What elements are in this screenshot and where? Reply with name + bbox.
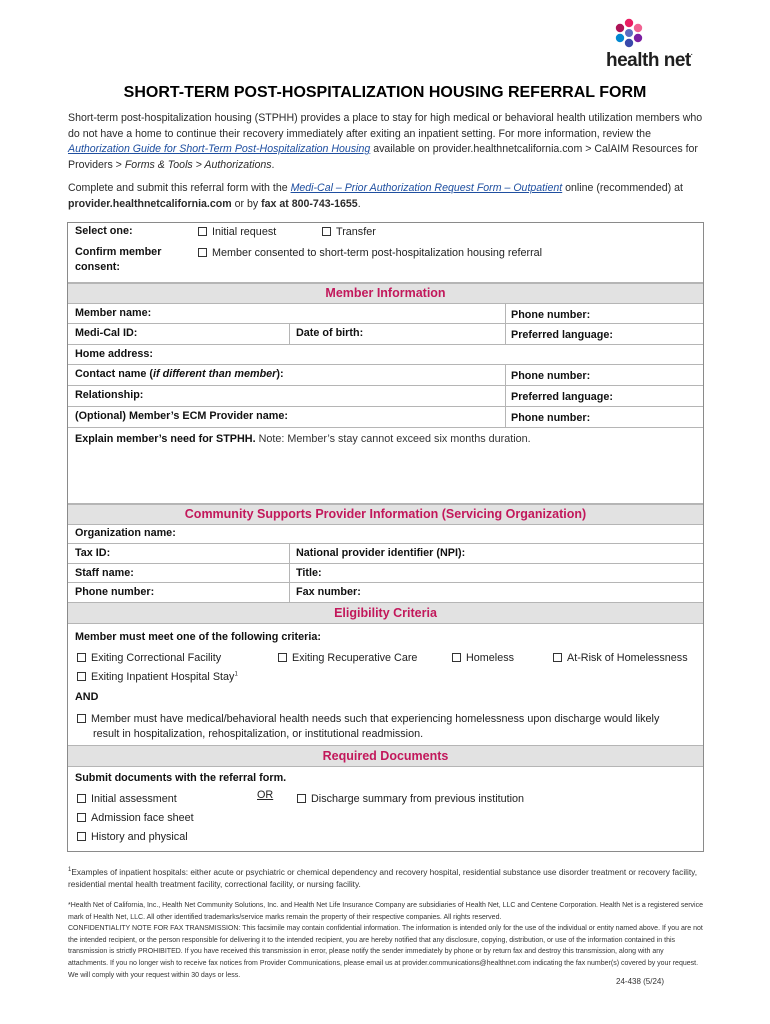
prior-authorization-form-link[interactable]: Medi-Cal – Prior Authorization Request Form – Outpatient <box>290 182 563 194</box>
checkbox-icon[interactable] <box>553 653 562 662</box>
checkbox-icon[interactable] <box>77 813 86 822</box>
legal-trademark: *Health Net of California, Inc., Health Net Community Solutions, Inc. and Health Net Life Insurance Company are subsidiaries of Health Net, LLC and Centene Corporation. Health Net is a registered service mark of Health Net, LLC. All other identified trademarks/service marks remain the property of their respective companies. All rights reserved. <box>68 902 703 921</box>
checkbox-icon[interactable] <box>77 714 86 723</box>
title-label: Title: <box>296 567 322 579</box>
transfer-checkbox[interactable]: Transfer <box>322 226 376 238</box>
eligibility-body <box>68 624 703 747</box>
contact-row <box>68 365 703 386</box>
health-net-logo-mark-icon <box>614 18 644 48</box>
document-number: 24-438 (5/24) <box>616 977 665 986</box>
explain-row[interactable] <box>68 428 703 504</box>
ecm-provider-label: (Optional) Member’s ECM Provider name: <box>75 410 288 422</box>
medi-cal-row <box>68 324 703 345</box>
or-label: OR <box>257 789 274 801</box>
divider <box>505 386 506 406</box>
checkbox-icon[interactable] <box>77 672 86 681</box>
home-address-label: Home address: <box>75 348 154 360</box>
divider <box>289 544 290 563</box>
consent-checkbox[interactable]: Member consented to short-term post-hospitalization housing referral <box>198 247 542 259</box>
organization-name-label: Organization name: <box>75 527 176 539</box>
divider <box>289 324 290 344</box>
divider <box>289 564 290 582</box>
discharge-summary-checkbox[interactable]: Discharge summary from previous institution <box>297 793 524 805</box>
staff-row <box>68 564 703 583</box>
checkbox-icon[interactable] <box>198 248 207 257</box>
preferred-language-label: Preferred language: <box>511 329 614 341</box>
staff-name-label: Staff name: <box>75 567 134 579</box>
submit-instructions: Complete and submit this referral form with the Medi-Cal – Prior Authorization Request Form – Outpatient online (recommended) at provider.healthnetcalifornia.com or by fax at 800-743-1655. <box>68 182 683 210</box>
referral-form-table <box>67 222 704 852</box>
npi-label: National provider identifier (NPI): <box>296 547 466 559</box>
contact-language-label: Preferred language: <box>511 391 614 403</box>
tax-row <box>68 544 703 564</box>
medical-needs-checkbox[interactable]: Member must have medical/behavioral health needs such that experiencing homelessness upon discharge would likely result in hospitalization, rehospitalization, or institutional readmission. <box>77 712 697 742</box>
consent-label: Confirm member consent: <box>75 246 162 273</box>
provider-phone-row <box>68 583 703 602</box>
divider <box>505 407 506 427</box>
ecm-row <box>68 407 703 428</box>
admission-face-sheet-checkbox[interactable]: Admission face sheet <box>77 812 194 824</box>
required-documents-header: Required Documents <box>68 745 703 767</box>
member-information-header: Member Information <box>68 283 703 304</box>
recuperative-care-checkbox[interactable]: Exiting Recuperative Care <box>278 652 417 664</box>
fax-number-label: Fax number: <box>296 586 361 598</box>
footnote: $^1$Examples of inpatient hospitals: either acute or psychiatric or chemical dependency and recovery hospital, residential substance use disorder treatment or recovery facility, residential mental health treatment facility, correctional facility, or nursing facility. <box>68 866 697 890</box>
legal-notice <box>68 900 704 981</box>
inpatient-hospital-checkbox[interactable]: Exiting Inpatient Hospital Stay$^1$ <box>77 671 238 683</box>
divider <box>505 365 506 385</box>
checkbox-icon[interactable] <box>77 794 86 803</box>
provider-phone-label: Phone number: <box>75 586 155 598</box>
dob-label: Date of birth: <box>296 327 364 339</box>
member-name-label: Member name: <box>75 307 152 319</box>
ecm-phone-label: Phone number: <box>511 412 591 424</box>
page-title: SHORT-TERM POST-HOSPITALIZATION HOUSING REFERRAL FORM <box>123 84 647 101</box>
provider-information-header: Community Supports Provider Information (Servicing Organization) <box>68 504 703 525</box>
checkbox-icon[interactable] <box>322 227 331 236</box>
history-physical-checkbox[interactable]: History and physical <box>77 831 188 843</box>
select-label: Select one: <box>75 225 133 237</box>
medi-cal-id-label: Medi-Cal ID: <box>75 327 138 339</box>
documents-lead: Submit documents with the referral form. <box>75 772 287 784</box>
documents-body <box>68 767 703 851</box>
health-net-logo <box>606 18 710 74</box>
divider <box>289 583 290 602</box>
checkbox-icon[interactable] <box>198 227 207 236</box>
authorization-guide-link[interactable]: Authorization Guide for Short-Term Post-Hospitalization Housing <box>68 143 371 155</box>
homeless-checkbox[interactable]: Homeless <box>452 652 514 664</box>
divider <box>505 324 506 344</box>
org-name-row <box>68 525 703 544</box>
contact-name-label: Contact name (if different than member): <box>75 368 284 380</box>
checkbox-icon[interactable] <box>77 653 86 662</box>
member-name-row <box>68 304 703 324</box>
intro-paragraph: Short-term post-hospitalization housing (STPHH) provides a place to stay for high medical or behavioral health utilization members who do not have a home to continue their recovery immediately after exiting an inpatient setting. For more information, review the Authorization Guide for Short-Term Post-Hospitalization Housing available on provider.healthnetcalifornia.com > CalAIM Resources for Providers > Forms & Tools > Authorizations. <box>68 112 703 171</box>
at-risk-checkbox[interactable]: At-Risk of Homelessness <box>553 652 688 664</box>
eligibility-lead: Member must meet one of the following criteria: <box>75 631 321 643</box>
correctional-facility-checkbox[interactable]: Exiting Correctional Facility <box>77 652 221 664</box>
relationship-row <box>68 386 703 407</box>
logo-wordmark: health net. <box>606 50 693 71</box>
select-row <box>68 223 703 283</box>
contact-phone-label: Phone number: <box>511 370 591 382</box>
tax-id-label: Tax ID: <box>75 547 111 559</box>
checkbox-icon[interactable] <box>452 653 461 662</box>
member-phone-label: Phone number: <box>511 309 591 321</box>
eligibility-header: Eligibility Criteria <box>68 602 703 624</box>
explain-need-label: Explain member’s need for STPHH. Note: Member’s stay cannot exceed six months duration. <box>75 433 531 445</box>
address-row <box>68 345 703 365</box>
initial-request-checkbox[interactable]: Initial request <box>198 226 276 238</box>
checkbox-icon[interactable] <box>77 832 86 841</box>
confidentiality-note: CONFIDENTIALITY NOTE FOR FAX TRANSMISSION: This facsimile may contain confidential information. The information is intended only for the use of the individual or entity named above. If you are not the intended recipient, or the person responsible for delivering it to the intended recipient, you are hereby notified that any disclosure, copying, distribution, or use of the information contained in this transmission is strictly PROHIBITED. If you have received this transmission in error, please notify the sender immediately by phone or by return fax and destroy this transmission, along with any attachments. If you no longer wish to receive fax notices from Provider Communications, please email us at provider.communications@healthnet.com indicating the fax number(s) covered by your request. We will comply with your request within 30 days or less. <box>68 925 703 979</box>
checkbox-icon[interactable] <box>297 794 306 803</box>
and-label: AND <box>75 691 99 703</box>
relationship-label: Relationship: <box>75 389 144 401</box>
initial-assessment-checkbox[interactable]: Initial assessment <box>77 793 177 805</box>
checkbox-icon[interactable] <box>278 653 287 662</box>
